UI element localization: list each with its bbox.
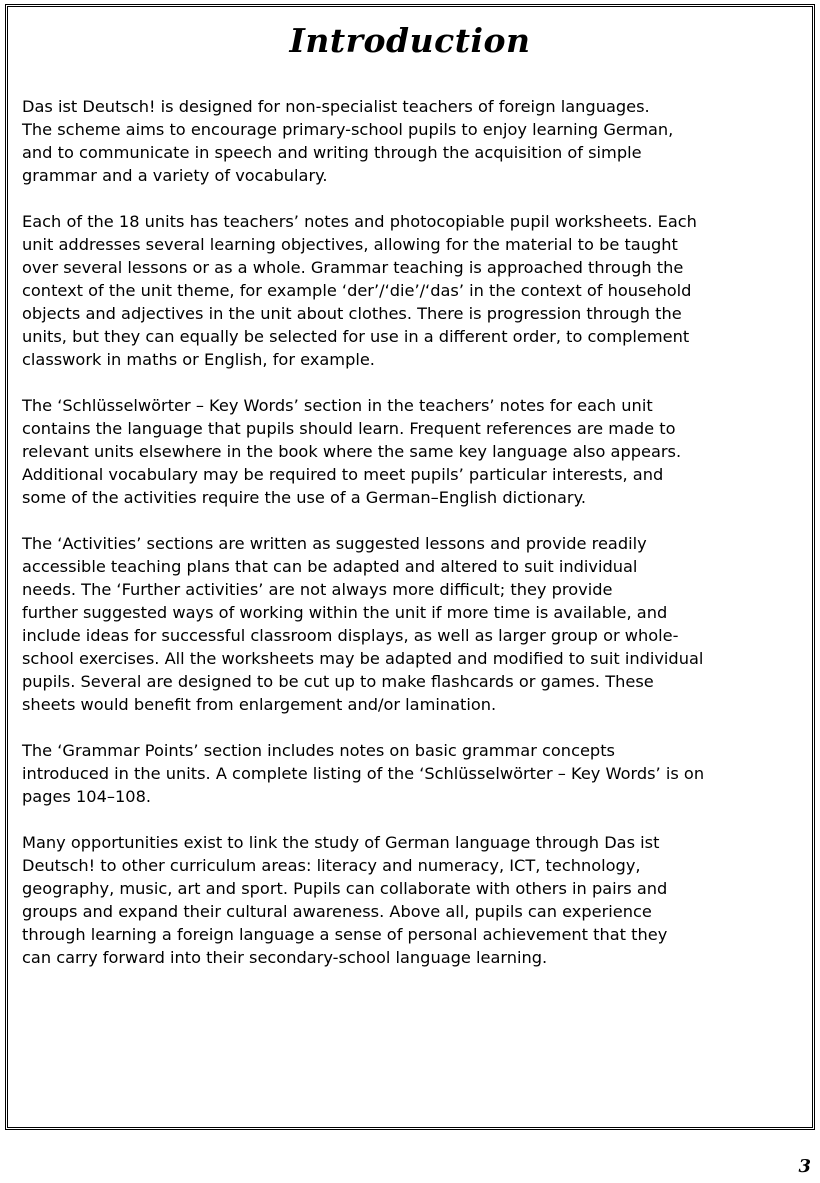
text-line: contains the language that pupils should learn. Frequent references are made to [22,419,676,438]
text-line: through learning a foreign language a sense of personal achievement that they [22,925,668,944]
text-line: Additional vocabulary may be required to meet pupils’ particular interests, and [22,465,664,484]
text-line: pages 104–108. [22,787,152,806]
text-line: sheets would benefit from enlargement and/or lamination. [22,695,497,714]
paragraph [22,95,792,187]
paragraph [22,532,792,716]
text-line: introduced in the units. A complete listing of the ‘Schlüsselwörter – Key Words’ is on [22,764,705,783]
text-line: further suggested ways of working within the unit if more time is available, and [22,603,668,622]
text-line: relevant units elsewhere in the book where the same key language also appears. [22,442,682,461]
text-line: objects and adjectives in the unit about clothes. There is progression through the [22,304,682,323]
text-line: accessible teaching plans that can be adapted and altered to suit individual [22,557,638,576]
page-title: Introduction [289,21,531,60]
text-line: and to communicate in speech and writing through the acquisition of simple [22,143,642,162]
text-line: needs. The ‘Further activities’ are not always more difficult; they provide [22,580,613,599]
text-line: grammar and a variety of vocabulary. [22,166,328,185]
paragraph-spacer [22,716,792,739]
text-line: The ‘Activities’ sections are written as suggested lessons and provide readily [22,534,647,553]
paragraph-spacer [22,187,792,210]
text-line: some of the activities require the use of a German–English dictionary. [22,488,586,507]
text-line: can carry forward into their secondary-school language learning. [22,948,548,967]
page-number: 3 [798,1156,811,1177]
text-line: Each of the 18 units has teachers’ notes and photocopiable pupil worksheets. Each [22,212,697,231]
text-line: unit addresses several learning objectives, allowing for the material to be taught [22,235,678,254]
text-line: classwork in maths or English, for example. [22,350,375,369]
text-line: include ideas for successful classroom displays, as well as larger group or whole- [22,626,679,645]
paragraph-spacer [22,808,792,831]
text-line: units, but they can equally be selected for use in a different order, to complement [22,327,690,346]
text-line: The ‘Schlüsselwörter – Key Words’ section in the teachers’ notes for each unit [22,396,653,415]
paragraph-spacer [22,371,792,394]
text-line: pupils. Several are designed to be cut up to make flashcards or games. These [22,672,654,691]
text-line: Deutsch! to other curriculum areas: literacy and numeracy, ICT, technology, [22,856,641,875]
text-line: Das ist Deutsch! is designed for non-specialist teachers of foreign languages. [22,97,650,116]
text-line: context of the unit theme, for example ‘der’/‘die’/‘das’ in the context of household [22,281,692,300]
text-line: The ‘Grammar Points’ section includes notes on basic grammar concepts [22,741,615,760]
paragraph [22,739,792,808]
intro-body [22,95,792,969]
text-line: geography, music, art and sport. Pupils can collaborate with others in pairs and [22,879,668,898]
paragraph [22,831,792,969]
paragraph [22,394,792,509]
text-line: Many opportunities exist to link the study of German language through Das ist [22,833,660,852]
text-line: groups and expand their cultural awareness. Above all, pupils can experience [22,902,652,921]
page-frame [5,4,815,1130]
text-line: The scheme aims to encourage primary-school pupils to enjoy learning German, [22,120,674,139]
paragraph-spacer [22,509,792,532]
paragraph [22,210,792,371]
text-line: over several lessons or as a whole. Grammar teaching is approached through the [22,258,684,277]
text-line: school exercises. All the worksheets may be adapted and modified to suit individual [22,649,704,668]
